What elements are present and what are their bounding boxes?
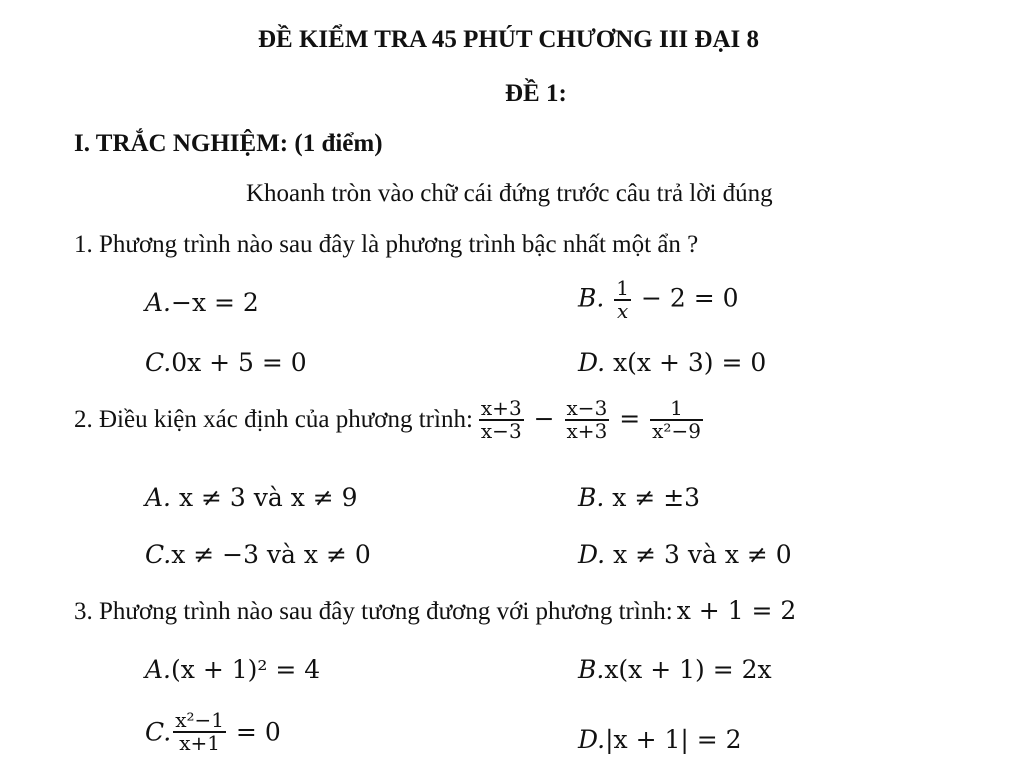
q2-option-c[interactable]	[145, 540, 371, 569]
option-label: B.	[578, 483, 605, 512]
question-1-text: 1. Phương trình nào sau đây là phương trình bậc nhất một ẩn ?	[74, 231, 699, 258]
question-2-equation	[477, 396, 705, 443]
option-label: C.	[145, 348, 172, 377]
q1-option-d[interactable]	[578, 348, 766, 377]
option-expr: x ≠ −3 và x ≠ 0	[171, 540, 371, 569]
option-expr: x ≠ ±3	[612, 483, 701, 512]
q1-option-a[interactable]	[145, 288, 259, 317]
option-label: A.	[145, 288, 172, 317]
fraction	[650, 398, 703, 442]
option-label: A.	[145, 483, 172, 512]
option-expr: x ≠ 3 và x ≠ 9	[178, 483, 358, 512]
q2-option-d[interactable]	[578, 540, 792, 569]
option-expr: 0x + 5 = 0	[171, 348, 307, 377]
question-2-line	[74, 398, 705, 442]
option-expr: |x + 1| = 2	[605, 725, 742, 754]
minus-sign: −	[533, 403, 555, 433]
q2-option-a[interactable]	[145, 483, 358, 512]
fraction-denominator: x	[617, 299, 629, 323]
fraction	[614, 278, 631, 322]
exam-subtitle: ĐỀ 1:	[505, 80, 567, 107]
question-3-equation: x + 1 = 2	[676, 596, 797, 625]
q1-option-b[interactable]	[578, 278, 739, 322]
option-expr: − 2 = 0	[640, 283, 739, 313]
q2-option-b[interactable]	[578, 483, 700, 512]
q3-option-b[interactable]	[578, 655, 772, 684]
q3-option-a[interactable]	[145, 655, 320, 684]
q3-option-d[interactable]	[578, 725, 742, 754]
option-expr: −x = 2	[171, 288, 259, 317]
question-3-line	[74, 596, 796, 626]
section-heading: I. TRẮC NGHIỆM: (1 điểm)	[74, 130, 383, 157]
equals-sign: =	[619, 403, 641, 433]
instruction: Khoanh tròn vào chữ cái đứng trước câu trả lời đúng	[246, 180, 773, 207]
option-label: D.	[578, 348, 606, 377]
exam-title: ĐỀ KIỂM TRA 45 PHÚT CHƯƠNG III ĐẠI 8	[258, 26, 759, 53]
option-expr: x(x + 1) = 2x	[604, 655, 772, 684]
fraction-denominator: x+3	[566, 419, 608, 443]
option-label: D.	[578, 540, 606, 569]
option-label: C.	[145, 717, 172, 747]
fraction-numerator: x²−1	[175, 708, 224, 732]
fraction-denominator: x−3	[480, 419, 522, 443]
option-expr: = 0	[235, 717, 281, 747]
option-label: D.	[578, 725, 606, 754]
option-expr: x ≠ 3 và x ≠ 0	[613, 540, 792, 569]
option-label: A.	[145, 655, 172, 684]
question-3-text: 3. Phương trình nào sau đây tương đương với phương trình:	[74, 598, 673, 625]
fraction-numerator: 1	[616, 276, 630, 300]
option-label: B.	[578, 655, 605, 684]
option-expr: (x + 1)² = 4	[171, 655, 321, 684]
fraction	[173, 710, 226, 754]
fraction-denominator: x²−9	[652, 419, 701, 443]
fraction-numerator: x−3	[566, 396, 608, 420]
fraction-numerator: x+3	[480, 396, 522, 420]
fraction-numerator: 1	[650, 398, 703, 421]
fraction-denominator: x+1	[179, 731, 220, 755]
option-label: B.	[578, 283, 605, 313]
option-label: C.	[145, 540, 172, 569]
q3-option-c[interactable]	[145, 710, 281, 754]
q1-option-c[interactable]	[145, 348, 307, 377]
option-expr: x(x + 3) = 0	[613, 348, 767, 377]
question-2-text: 2. Điều kiện xác định của phương trình:	[74, 406, 473, 433]
fraction	[565, 398, 610, 442]
fraction	[479, 398, 524, 442]
